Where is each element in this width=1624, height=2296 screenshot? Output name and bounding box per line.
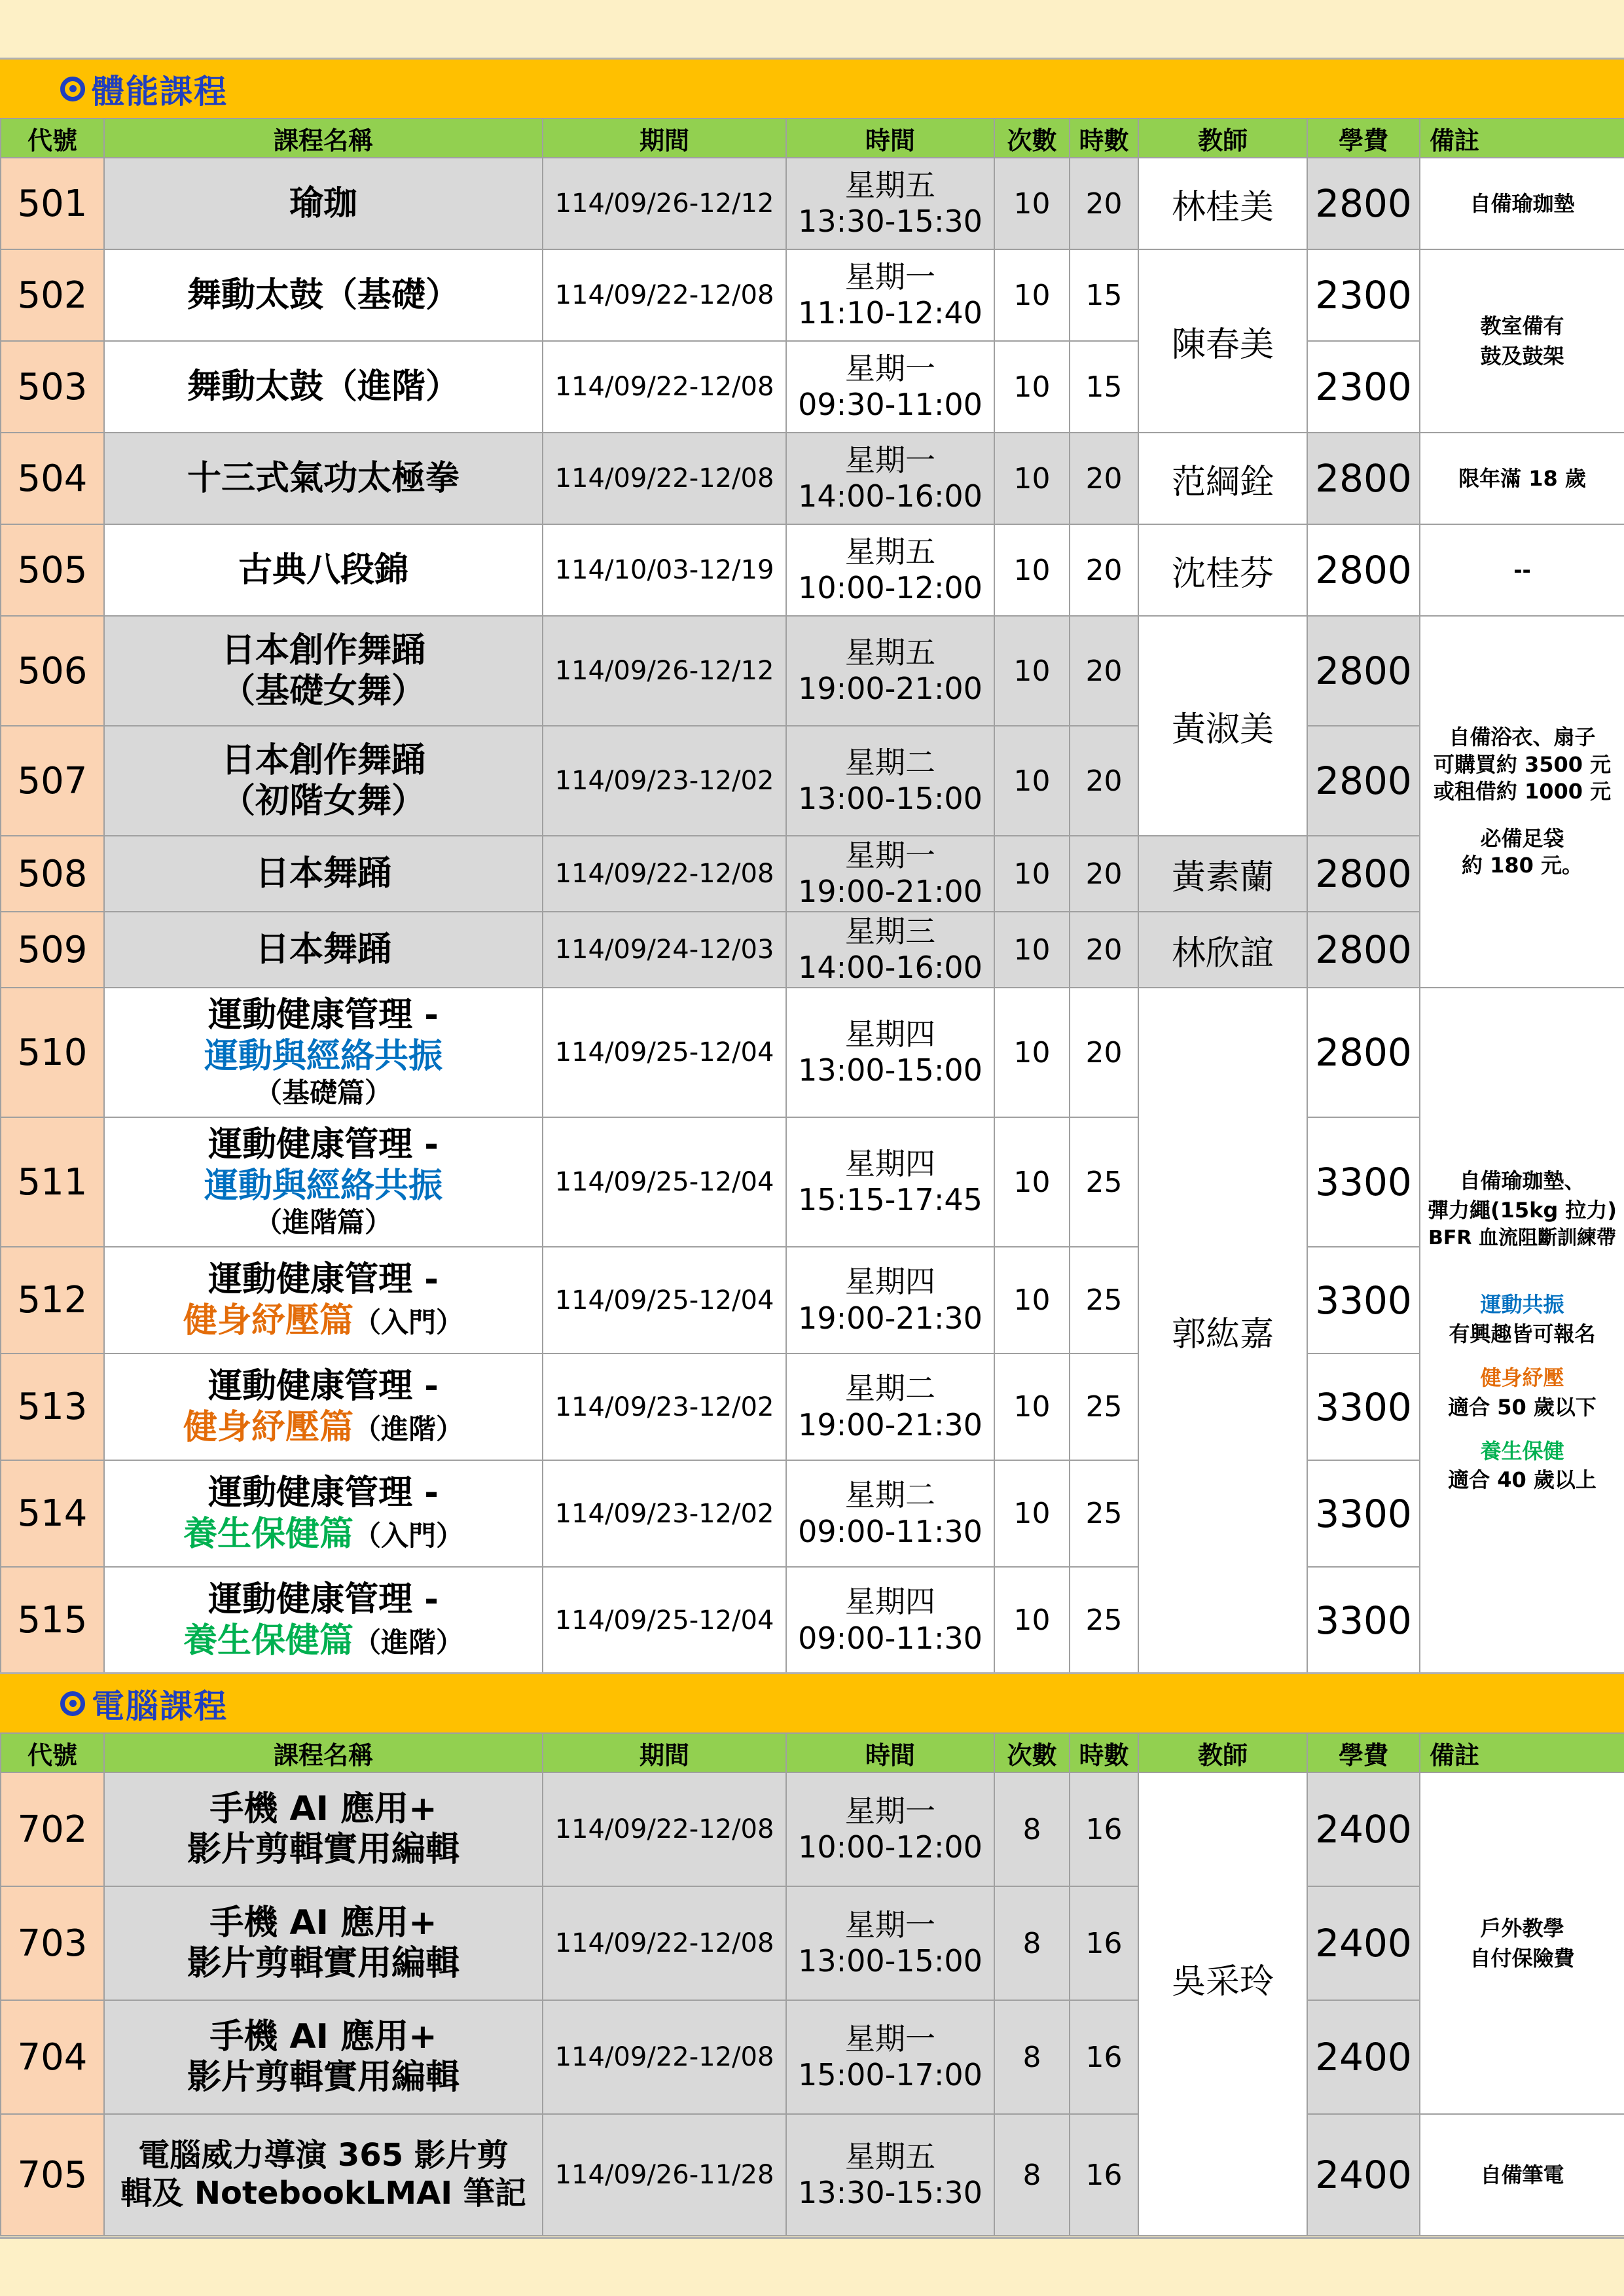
course-fee: 2800 — [1307, 836, 1420, 912]
table-row — [1, 158, 1624, 249]
course-code: 514 — [1, 1460, 104, 1567]
table-row — [1, 836, 1624, 912]
course-day: 星期二 — [845, 744, 935, 780]
course-hours: 25 — [1070, 1460, 1138, 1567]
table-row — [1, 524, 1624, 616]
course-fee: 2300 — [1307, 249, 1420, 341]
course-sessions: 10 — [994, 1460, 1070, 1567]
section-header-fitness — [0, 58, 1624, 118]
course-teacher: 范綱銓 — [1138, 433, 1307, 524]
course-hours-range: 14:00-16:00 — [798, 950, 983, 985]
course-fee: 2800 — [1307, 616, 1420, 726]
course-name-line: 運動健康管理 - — [208, 1580, 439, 1620]
course-code: 705 — [1, 2114, 104, 2236]
note-line: 彈力繩(15kg 拉力) — [1427, 1197, 1617, 1223]
course-time — [786, 836, 994, 912]
note-line: 或租借約 1000 元 — [1433, 779, 1612, 804]
course-hours: 20 — [1070, 433, 1138, 524]
course-hours: 20 — [1070, 524, 1138, 616]
col-header-note: 備註 — [1420, 118, 1624, 158]
course-hours-range: 19:00-21:00 — [798, 671, 983, 706]
course-name — [104, 1567, 543, 1674]
course-day: 星期一 — [845, 837, 935, 873]
course-name-line: 影片剪輯實用編輯 — [187, 1830, 460, 1869]
course-hours-range: 13:30-15:30 — [798, 204, 983, 239]
course-fee: 3300 — [1307, 1567, 1420, 1674]
course-teacher: 黃淑美 — [1138, 616, 1307, 836]
table-row — [1, 341, 1624, 433]
course-name — [104, 1772, 543, 1886]
course-time — [786, 1117, 994, 1247]
course-hours-range: 09:30-11:00 — [798, 387, 983, 422]
course-name-line: 日本創作舞踊 — [221, 630, 425, 670]
course-hours: 16 — [1070, 2114, 1138, 2236]
course-code: 512 — [1, 1247, 104, 1354]
course-sessions: 10 — [994, 726, 1070, 836]
course-name — [104, 988, 543, 1117]
col-header-time: 時間 — [786, 1733, 994, 1772]
course-name: 舞動太鼓（進階） — [104, 341, 543, 433]
course-period: 114/09/26-12/12 — [543, 616, 786, 726]
col-header-code: 代號 — [1, 1733, 104, 1772]
course-day: 星期二 — [845, 1477, 935, 1513]
course-time — [786, 1354, 994, 1460]
course-hours: 15 — [1070, 341, 1138, 433]
course-hours: 25 — [1070, 1117, 1138, 1247]
col-header-time: 時間 — [786, 118, 994, 158]
course-name: 日本舞踊 — [104, 912, 543, 988]
course-hours-range: 15:15-17:45 — [798, 1182, 983, 1217]
table-row — [1, 1567, 1624, 1674]
course-hours-range: 11:10-12:40 — [798, 295, 983, 331]
note-line: 約 180 元。 — [1461, 853, 1583, 878]
section-header-computer — [0, 1672, 1624, 1732]
course-hours-range: 14:00-16:00 — [798, 478, 983, 514]
course-code: 506 — [1, 616, 104, 726]
course-code: 504 — [1, 433, 104, 524]
course-name: 舞動太鼓（基礎） — [104, 249, 543, 341]
note-line: 健身紓壓 — [1480, 1365, 1564, 1390]
course-name-line: （進階篇） — [254, 1206, 392, 1239]
table-header-row — [1, 118, 1624, 158]
course-name-line: （進階） — [353, 1412, 464, 1445]
course-fee: 3300 — [1307, 1354, 1420, 1460]
course-teacher: 林欣誼 — [1138, 912, 1307, 988]
course-hours: 15 — [1070, 249, 1138, 341]
course-teacher: 林桂美 — [1138, 158, 1307, 249]
note-line: 必備足袋 — [1480, 825, 1564, 851]
course-name-line: （入門） — [353, 1306, 464, 1338]
course-time — [786, 341, 994, 433]
course-name: 十三式氣功太極拳 — [104, 433, 543, 524]
col-header-fee: 學費 — [1307, 118, 1420, 158]
course-name — [104, 1354, 543, 1460]
table-row — [1, 433, 1624, 524]
course-period: 114/09/26-12/12 — [543, 158, 786, 249]
course-code: 511 — [1, 1117, 104, 1247]
section-title: 體能課程 — [92, 72, 228, 111]
course-day: 星期一 — [845, 259, 935, 295]
course-hours-range: 09:00-11:30 — [798, 1620, 983, 1656]
course-teacher: 吳采玲 — [1138, 1772, 1307, 2236]
course-sessions: 10 — [994, 249, 1070, 341]
course-period: 114/09/26-11/28 — [543, 2114, 786, 2236]
col-header-teacher: 教師 — [1138, 118, 1307, 158]
col-header-teacher: 教師 — [1138, 1733, 1307, 1772]
course-name-line: （基礎篇） — [254, 1077, 392, 1109]
course-name-line: 運動與經絡共振 — [204, 1036, 442, 1076]
note-line: 自備瑜珈墊、 — [1459, 1168, 1585, 1193]
course-note: 限年滿 18 歲 — [1420, 433, 1624, 524]
course-hours: 25 — [1070, 1567, 1138, 1674]
course-fee: 2800 — [1307, 524, 1420, 616]
course-name-line: 養生保健篇 — [183, 1514, 353, 1554]
course-fee: 2400 — [1307, 1772, 1420, 1886]
course-code: 509 — [1, 912, 104, 988]
course-day: 星期五 — [845, 2138, 935, 2174]
course-sessions: 10 — [994, 1247, 1070, 1354]
course-code: 510 — [1, 988, 104, 1117]
col-header-period: 期間 — [543, 1733, 786, 1772]
course-sessions: 8 — [994, 2114, 1070, 2236]
course-fee: 3300 — [1307, 1460, 1420, 1567]
course-name-line: 手機 AI 應用+ — [209, 2017, 437, 2056]
course-time — [786, 249, 994, 341]
note-line: 教室備有 — [1480, 313, 1564, 338]
col-header-code: 代號 — [1, 118, 104, 158]
course-name-line: 運動健康管理 - — [208, 1473, 439, 1513]
table-row — [1, 1886, 1624, 2000]
course-name-line: （入門） — [353, 1519, 464, 1552]
course-sessions: 10 — [994, 158, 1070, 249]
course-name-line: 運動健康管理 - — [208, 1125, 439, 1165]
course-sessions: 10 — [994, 1567, 1070, 1674]
table-row — [1, 249, 1624, 341]
course-day: 星期一 — [845, 2020, 935, 2056]
course-time — [786, 2114, 994, 2236]
course-day: 星期四 — [845, 1016, 935, 1052]
course-sessions: 10 — [994, 524, 1070, 616]
course-hours-range: 19:00-21:30 — [798, 1300, 983, 1336]
course-time — [786, 726, 994, 836]
course-hours: 20 — [1070, 158, 1138, 249]
course-name-line: 手機 AI 應用+ — [209, 1789, 437, 1829]
course-code: 501 — [1, 158, 104, 249]
col-header-name: 課程名稱 — [104, 1733, 543, 1772]
course-name — [104, 2114, 543, 2236]
course-name-line: 影片剪輯實用編輯 — [187, 2058, 460, 2097]
course-name-line: 運動健康管理 - — [208, 996, 439, 1035]
course-name-line: 運動健康管理 - — [208, 1367, 439, 1407]
course-sessions: 10 — [994, 341, 1070, 433]
fitness-course-table — [0, 118, 1624, 1674]
course-hours-range: 10:00-12:00 — [798, 1829, 983, 1865]
course-sessions: 8 — [994, 1772, 1070, 1886]
col-header-fee: 學費 — [1307, 1733, 1420, 1772]
course-sessions: 10 — [994, 616, 1070, 726]
course-period: 114/09/22-12/08 — [543, 2000, 786, 2114]
course-note: 自備筆電 — [1420, 2114, 1624, 2236]
note-line: 自付保險費 — [1470, 1946, 1575, 1971]
course-sessions: 10 — [994, 912, 1070, 988]
course-time — [786, 1772, 994, 1886]
course-name-line: （進階） — [353, 1626, 464, 1659]
course-hours-range: 19:00-21:00 — [798, 874, 983, 909]
course-name-line: 養生保健篇 — [183, 1621, 353, 1660]
course-day: 星期一 — [845, 1793, 935, 1829]
target-bullet-icon — [60, 77, 85, 101]
course-time — [786, 988, 994, 1117]
course-day: 星期四 — [845, 1264, 935, 1300]
course-hours: 20 — [1070, 836, 1138, 912]
course-fee: 2300 — [1307, 341, 1420, 433]
course-period: 114/09/22-12/08 — [543, 249, 786, 341]
note-line: 運動共振 — [1480, 1292, 1564, 1318]
course-hours-range: 15:00-17:00 — [798, 2057, 983, 2092]
course-hours: 20 — [1070, 616, 1138, 726]
course-fee: 3300 — [1307, 1247, 1420, 1354]
course-day: 星期五 — [845, 634, 935, 670]
course-code: 515 — [1, 1567, 104, 1674]
course-hours-range: 10:00-12:00 — [798, 570, 983, 605]
table-row — [1, 2000, 1624, 2114]
course-time — [786, 912, 994, 988]
course-hours: 20 — [1070, 912, 1138, 988]
course-day: 星期三 — [845, 913, 935, 949]
course-sessions: 10 — [994, 433, 1070, 524]
course-sessions: 10 — [994, 836, 1070, 912]
course-code: 703 — [1, 1886, 104, 2000]
course-fee: 2400 — [1307, 2000, 1420, 2114]
course-fee: 2800 — [1307, 726, 1420, 836]
course-hours-range: 13:00-15:00 — [798, 1052, 983, 1088]
course-period: 114/09/22-12/08 — [543, 433, 786, 524]
target-bullet-icon — [60, 1691, 85, 1716]
course-code: 508 — [1, 836, 104, 912]
note-line: 有興趣皆可報名 — [1449, 1321, 1596, 1347]
course-period: 114/09/25-12/04 — [543, 988, 786, 1117]
table-row — [1, 1247, 1624, 1354]
course-sessions: 8 — [994, 2000, 1070, 2114]
course-code: 513 — [1, 1354, 104, 1460]
course-day: 星期一 — [845, 350, 935, 386]
course-note — [1420, 616, 1624, 988]
course-name — [104, 2000, 543, 2114]
course-name — [104, 1117, 543, 1247]
course-period: 114/09/22-12/08 — [543, 1886, 786, 2000]
course-hours-range: 19:00-21:30 — [798, 1407, 983, 1443]
course-day: 星期五 — [845, 167, 935, 203]
course-code: 505 — [1, 524, 104, 616]
note-line: 戶外教學 — [1480, 1915, 1564, 1941]
course-time — [786, 1247, 994, 1354]
col-header-hours: 時數 — [1070, 118, 1138, 158]
note-line: 適合 50 歲以下 — [1448, 1394, 1597, 1420]
course-sessions: 10 — [994, 1117, 1070, 1247]
course-name-line: （初階女舞） — [221, 781, 425, 821]
course-day: 星期四 — [845, 1584, 935, 1620]
course-name — [104, 1247, 543, 1354]
course-name-line: 運動健康管理 - — [208, 1260, 439, 1300]
course-day: 星期一 — [845, 442, 935, 478]
course-period: 114/09/25-12/04 — [543, 1247, 786, 1354]
course-time — [786, 2000, 994, 2114]
course-period: 114/09/23-12/02 — [543, 726, 786, 836]
course-hours: 16 — [1070, 2000, 1138, 2114]
course-time — [786, 616, 994, 726]
course-period: 114/09/23-12/02 — [543, 1354, 786, 1460]
footer-band — [0, 2237, 1624, 2296]
course-fee: 2800 — [1307, 988, 1420, 1117]
course-period: 114/09/22-12/08 — [543, 341, 786, 433]
course-fee: 2800 — [1307, 912, 1420, 988]
table-row — [1, 912, 1624, 988]
course-day: 星期二 — [845, 1371, 935, 1407]
col-header-name: 課程名稱 — [104, 118, 543, 158]
course-day: 星期四 — [845, 1145, 935, 1181]
note-line: 適合 40 歲以上 — [1448, 1467, 1597, 1493]
course-name — [104, 726, 543, 836]
table-row — [1, 726, 1624, 836]
section-title: 電腦課程 — [92, 1687, 228, 1725]
course-note — [1420, 249, 1624, 433]
course-period: 114/09/23-12/02 — [543, 1460, 786, 1567]
course-note — [1420, 988, 1624, 1674]
note-line: 自備浴衣、扇子 — [1449, 725, 1596, 750]
course-name — [104, 616, 543, 726]
course-name-line: 日本創作舞踊 — [221, 740, 425, 780]
course-hours-range: 09:00-11:30 — [798, 1513, 983, 1549]
note-line: 可購買約 3500 元 — [1433, 751, 1612, 777]
course-period: 114/09/25-12/04 — [543, 1117, 786, 1247]
course-code: 702 — [1, 1772, 104, 1886]
course-hours: 16 — [1070, 1772, 1138, 1886]
course-name — [104, 1886, 543, 2000]
col-header-sessions: 次數 — [994, 118, 1070, 158]
col-header-hours: 時數 — [1070, 1733, 1138, 1772]
course-teacher: 黃素蘭 — [1138, 836, 1307, 912]
note-line: BFR 血流阻斷訓練帶 — [1428, 1227, 1616, 1250]
course-name-line: 影片剪輯實用編輯 — [187, 1944, 460, 1983]
course-sessions: 10 — [994, 1354, 1070, 1460]
course-code: 502 — [1, 249, 104, 341]
course-hours: 16 — [1070, 1886, 1138, 2000]
course-name: 古典八段錦 — [104, 524, 543, 616]
course-fee: 3300 — [1307, 1117, 1420, 1247]
course-hours: 25 — [1070, 1354, 1138, 1460]
course-teacher: 沈桂芬 — [1138, 524, 1307, 616]
course-name-line: 運動與經絡共振 — [204, 1166, 442, 1206]
course-code: 704 — [1, 2000, 104, 2114]
col-header-sessions: 次數 — [994, 1733, 1070, 1772]
table-row — [1, 988, 1624, 1117]
course-name: 日本舞踊 — [104, 836, 543, 912]
course-code: 507 — [1, 726, 104, 836]
course-name: 瑜珈 — [104, 158, 543, 249]
course-hours: 20 — [1070, 726, 1138, 836]
course-note: -- — [1420, 524, 1624, 616]
table-row — [1, 1772, 1624, 1886]
course-note — [1420, 1772, 1624, 2114]
course-teacher: 陳春美 — [1138, 249, 1307, 433]
course-name-line: 手機 AI 應用+ — [209, 1903, 437, 1943]
course-time — [786, 1567, 994, 1674]
course-name-line: 健身紓壓篇 — [183, 1407, 353, 1447]
course-period: 114/09/24-12/03 — [543, 912, 786, 988]
course-time — [786, 524, 994, 616]
course-period: 114/09/22-12/08 — [543, 836, 786, 912]
course-hours: 25 — [1070, 1247, 1138, 1354]
course-name-line: 電腦威力導演 365 影片剪 — [138, 2137, 509, 2174]
course-time — [786, 1460, 994, 1567]
course-hours: 20 — [1070, 988, 1138, 1117]
col-header-period: 期間 — [543, 118, 786, 158]
table-header-row — [1, 1733, 1624, 1772]
course-name-line: 輯及 NotebookLMAI 筆記 — [120, 2175, 526, 2212]
course-teacher: 郭紘嘉 — [1138, 988, 1307, 1674]
course-sessions: 10 — [994, 988, 1070, 1117]
note-line: 養生保健 — [1480, 1438, 1564, 1463]
course-hours-range: 13:00-15:00 — [798, 781, 983, 816]
course-period: 114/09/25-12/04 — [543, 1567, 786, 1674]
course-fee: 2800 — [1307, 433, 1420, 524]
table-row — [1, 1117, 1624, 1247]
table-row — [1, 616, 1624, 726]
course-period: 114/10/03-12/19 — [543, 524, 786, 616]
table-row — [1, 1354, 1624, 1460]
course-day: 星期五 — [845, 533, 935, 569]
course-fee: 2400 — [1307, 2114, 1420, 2236]
course-sessions: 8 — [994, 1886, 1070, 2000]
course-time — [786, 433, 994, 524]
course-fee: 2400 — [1307, 1886, 1420, 2000]
course-name-line: （基礎女舞） — [221, 672, 425, 711]
table-row — [1, 1460, 1624, 1567]
note-line: 鼓及鼓架 — [1480, 344, 1564, 368]
computer-course-table — [0, 1732, 1624, 2236]
course-fee: 2800 — [1307, 158, 1420, 249]
course-time — [786, 158, 994, 249]
course-code: 503 — [1, 341, 104, 433]
course-name-line: 健身紓壓篇 — [183, 1300, 353, 1340]
course-hours-range: 13:00-15:00 — [798, 1943, 983, 1979]
course-name — [104, 1460, 543, 1567]
course-period: 114/09/22-12/08 — [543, 1772, 786, 1886]
table-row — [1, 2114, 1624, 2236]
course-day: 星期一 — [845, 1907, 935, 1943]
course-note: 自備瑜珈墊 — [1420, 158, 1624, 249]
col-header-note: 備註 — [1420, 1733, 1624, 1772]
course-time — [786, 1886, 994, 2000]
course-hours-range: 13:30-15:30 — [798, 2175, 983, 2210]
